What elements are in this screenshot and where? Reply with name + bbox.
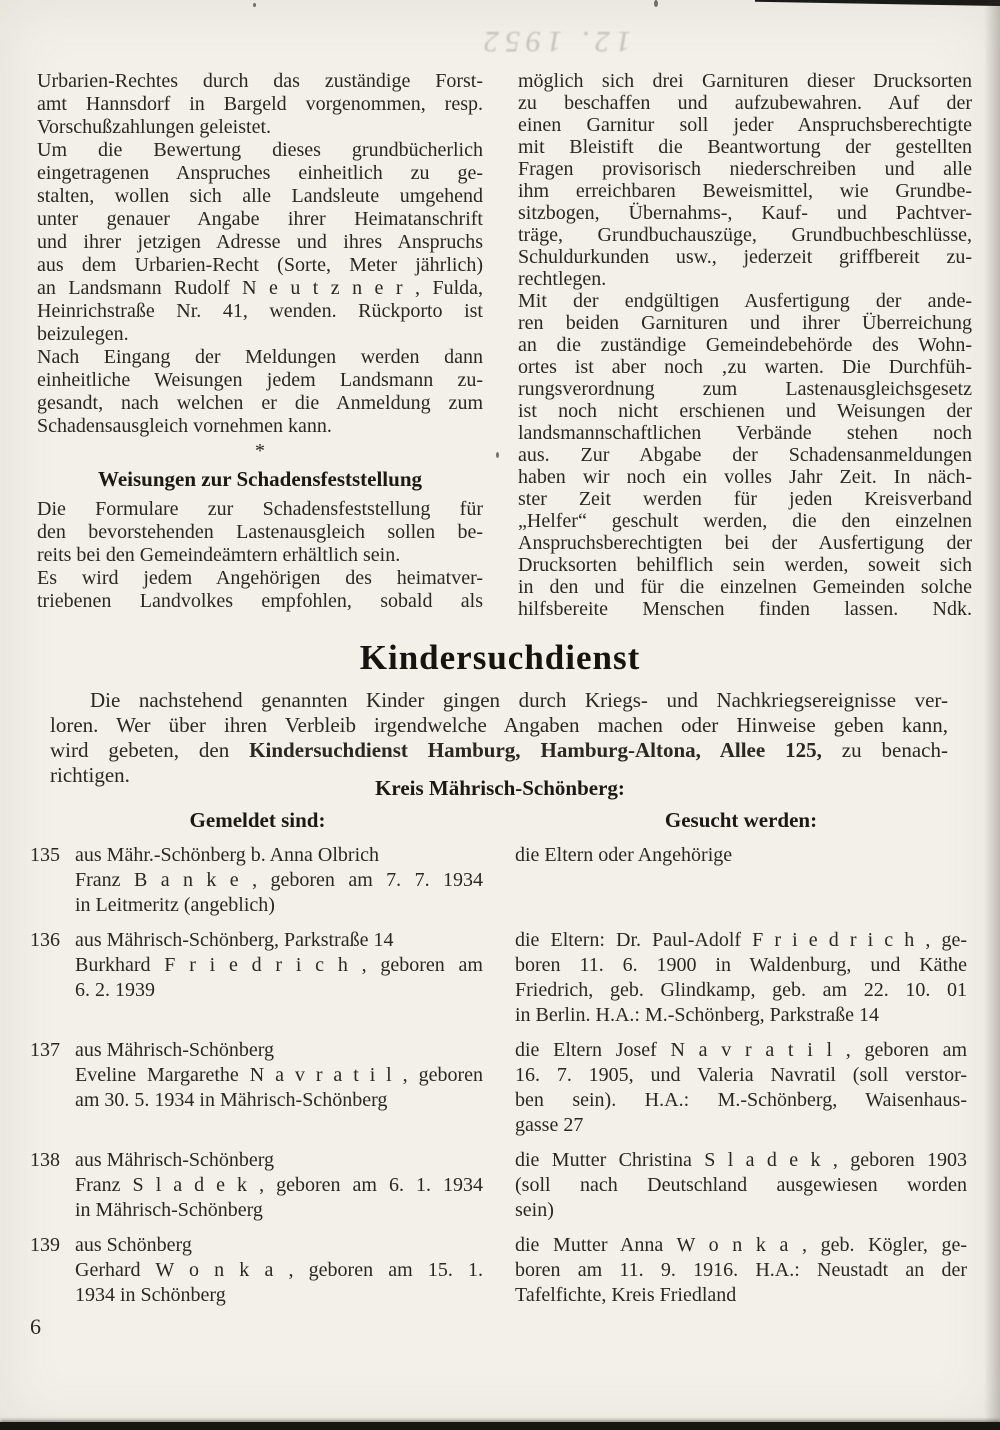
column-header-reported: Gemeldet sind: — [189, 808, 326, 832]
text-line: sitzbogen, Übernahms-, Kauf- und Pachtver- — [518, 202, 972, 224]
entry-reported — [75, 1148, 483, 1223]
text-line: in Mährisch-Schönberg — [75, 1199, 263, 1221]
paragraph — [37, 567, 483, 613]
text-line: die Eltern Josef N a v r a t i l , geboren am — [515, 1039, 967, 1061]
entry-sought — [515, 1038, 967, 1138]
text-line: in den und für die einzelnen Gemeinden solche — [518, 576, 972, 598]
scan-edge-shadow-right — [984, 0, 1000, 1430]
text-line: Die Formulare zur Schadensfeststellung für — [37, 498, 483, 520]
text-line: Schadensausgleich vornehmen kann. — [37, 415, 332, 437]
text-line: Es wird jedem Angehörigen des heimatver- — [37, 567, 483, 589]
text-line: Anspruchsberechtigten bei der Ausfertigung der — [518, 532, 972, 554]
text-line: haben wir noch ein volles Jahr Zeit. In näch- — [518, 466, 972, 488]
text-line: ortes ist aber noch ‚zu warten. Die Durchfüh- — [518, 356, 972, 378]
entry-reported — [75, 928, 483, 1003]
entry-sought — [515, 1233, 967, 1308]
text-line: hilfsbereite Menschen finden lassen. Ndk. — [518, 598, 972, 620]
text-line: träge, Grundbuchauszüge, Grundbuchbeschlüsse, — [518, 224, 972, 246]
text-line: Eveline Margarethe N a v r a t i l , geboren — [75, 1064, 483, 1086]
text-line: in Leitmeritz (angeblich) — [75, 894, 275, 916]
entry-place-line: aus Schönberg — [75, 1234, 192, 1256]
list-item — [30, 928, 970, 1028]
text-line: einen Garnitur soll jeder Anspruchsberechtigte — [518, 114, 972, 136]
text-line: 1934 in Schönberg — [75, 1284, 226, 1306]
text-line: Franz S l a d e k , geboren am 6. 1. 1934 — [75, 1174, 483, 1196]
text-line: rechtlegen. — [518, 268, 607, 290]
text-line: eingetragenen Anspruches einheitlich zu ge- — [37, 162, 483, 184]
text-line: einheitliche Weisungen jedem Landsmann zu- — [37, 369, 483, 391]
entry-sought — [515, 1148, 967, 1223]
text-line: „Helfer“ geschult werden, die den einzelnen — [518, 510, 972, 532]
entry-sought — [515, 928, 967, 1028]
section-intro — [50, 688, 948, 788]
handwritten-pencil-note: 12. 1952 — [478, 25, 631, 58]
text-line: möglich sich drei Garnituren dieser Drucksorten — [518, 70, 972, 92]
text-line: Gerhard W o n k a , geboren am 15. 1. — [75, 1259, 483, 1281]
text-line: sein) — [515, 1199, 554, 1221]
text-line: (soll nach Deutschland ausgewiesen worden — [515, 1174, 967, 1196]
text-line: ster Zeit werden für jeden Kreisverband — [518, 488, 972, 510]
entry-detail — [75, 1063, 483, 1113]
scan-edge-artifact-top — [755, 0, 1000, 6]
text-line: rungsverordnung zum Lastenausgleichsgesetz — [518, 378, 972, 400]
text-line: zu beschaffen und aufzubewahren. Auf der — [518, 92, 972, 114]
text-line: Nach Eingang der Meldungen werden dann — [37, 346, 483, 368]
article-subheading: Weisungen zur Schadensfeststellung — [98, 467, 422, 491]
text-line: ihm erreichbaren Beweismittel, wie Grundbe- — [518, 180, 972, 202]
text-line: gasse 27 — [515, 1114, 584, 1136]
paragraph — [518, 70, 972, 290]
intro-text: wird gebeten, den — [50, 738, 250, 762]
text-line: amt Hannsdorf in Bargeld vorgenommen, resp. — [37, 93, 483, 115]
paragraph — [37, 346, 483, 438]
paragraph — [37, 498, 483, 567]
entry-reported — [75, 1233, 483, 1308]
text-line: Fragen provisorisch niederschreiben und alle — [518, 158, 972, 180]
entry-place-line: aus Mährisch-Schönberg — [75, 1149, 275, 1171]
list-item — [30, 843, 970, 918]
text-line: aus dem Urbarien-Recht (Sorte, Meter jährlich) — [37, 254, 483, 276]
text-line: an Landsmann Rudolf N e u t z n e r , Fulda, — [37, 277, 483, 299]
entry-number: 139 — [30, 1234, 60, 1256]
text-line: boren am 11. 9. 1916. H.A.: Neustadt an der — [515, 1259, 967, 1281]
text-line: am 30. 5. 1934 in Mährisch-Schönberg — [75, 1089, 388, 1111]
entry-place-line: aus Mähr.-Schönberg b. Anna Olbrich — [75, 844, 380, 866]
text-line: die Eltern oder Angehörige — [515, 844, 733, 866]
text-line: beizulegen. — [37, 323, 129, 345]
entry-place-line: aus Mährisch-Schönberg, Parkstraße 14 — [75, 929, 394, 951]
entry-number: 136 — [30, 929, 60, 951]
missing-children-list — [30, 843, 970, 1318]
text-line: aus. Zur Abgabe der Schadensanmeldungen — [518, 444, 972, 466]
text-line: 16. 7. 1905, und Valeria Navratil (soll verstor- — [515, 1064, 967, 1086]
entry-detail — [75, 868, 483, 918]
entry-reported — [75, 1038, 483, 1113]
text-line: Um die Bewertung dieses grundbücherlich — [37, 139, 483, 161]
text-line: Schuldurkunden usw., jederzeit griffbereit zu- — [518, 246, 972, 268]
text-line: unter genauer Angabe ihrer Heimatanschrift — [37, 208, 483, 230]
text-line: Franz B a n k e , geboren am 7. 7. 1934 — [75, 869, 483, 891]
text-line: ist noch nicht erschienen und Weisungen der — [518, 400, 972, 422]
text-line: loren. Wer über ihren Verbleib irgendwelche Angaben machen oder Hinweise geben kann, — [50, 713, 948, 737]
text-line: triebenen Landvolkes empfohlen, sobald als — [37, 590, 483, 612]
paragraph — [37, 139, 483, 346]
text-line: die Eltern: Dr. Paul-Adolf F r i e d r i c h , ge- — [515, 929, 967, 951]
text-line: Heinrichstraße Nr. 41, wenden. Rückporto ist — [37, 300, 483, 322]
entry-number: 135 — [30, 844, 60, 866]
list-item — [30, 1233, 970, 1308]
district-heading: Kreis Mährisch-Schönberg: — [375, 776, 625, 800]
entry-place-line: aus Mährisch-Schönberg — [75, 1039, 275, 1061]
text-line: in Berlin. H.A.: M.-Schönberg, Parkstraße 14 — [515, 1004, 880, 1026]
top-article — [37, 70, 972, 620]
intro-text: zu benach- — [821, 738, 949, 762]
ink-speck — [654, 0, 658, 7]
entry-sought — [515, 843, 967, 868]
page-number: 6 — [30, 1314, 41, 1339]
contact-address-bold: Kindersuchdienst Hamburg, Hamburg-Altona, Allee 125, — [249, 738, 822, 762]
text-line: ren beiden Garnituren und ihrer Überreichung — [518, 312, 972, 334]
list-item — [30, 1038, 970, 1138]
entry-detail — [75, 1258, 483, 1308]
text-line: gesandt, nach welchen er die Anmeldung zum — [37, 392, 483, 414]
text-line: den bevorstehenden Lastenausgleich sollen be- — [37, 521, 483, 543]
entry-detail — [75, 953, 483, 1003]
entry-number: 138 — [30, 1149, 60, 1171]
text-line: und ihrer jetzigen Adresse und ihres Anspruchs — [37, 231, 483, 253]
column-header-sought: Gesucht werden: — [664, 808, 818, 832]
scan-edge-artifact-bottom — [0, 1422, 1000, 1430]
text-line: richtigen. — [50, 763, 130, 787]
text-line: boren 11. 6. 1900 in Waldenburg, und Käthe — [515, 954, 967, 976]
text-line: landsmannschaftlichen Verbände stehen noch — [518, 422, 972, 444]
entry-reported — [75, 843, 483, 918]
text-line: stalten, wollen sich alle Landsleute umgehend — [37, 185, 483, 207]
text-line: mit Bleistift die Beantwortung der gestellten — [518, 136, 972, 158]
text-line: an die zuständige Gemeindebehörde des Wohn- — [518, 334, 972, 356]
list-item — [30, 1148, 970, 1223]
text-line: Urbarien-Rechtes durch das zuständige Forst- — [37, 70, 483, 92]
section-separator-asterisk: * — [255, 440, 265, 462]
text-line: Friedrich, geb. Glindkamp, geb. am 22. 10. 01 — [515, 979, 967, 1001]
text-line: Mit der endgültigen Ausfertigung der ande- — [518, 290, 972, 312]
article-left-column — [37, 70, 483, 620]
paragraph — [37, 70, 483, 139]
text-line: ben sein). H.A.: M.-Schönberg, Waisenhaus- — [515, 1089, 967, 1111]
text-line: Die nachstehend genannten Kinder gingen durch Kriegs- und Nachkriegsereignisse ver- — [90, 688, 948, 712]
text-line: die Mutter Anna W o n k a , geb. Kögler, ge- — [515, 1234, 967, 1256]
entry-detail — [75, 1173, 483, 1223]
text-line: Burkhard F r i e d r i c h , geboren am — [75, 954, 483, 976]
article-right-column — [518, 70, 972, 620]
text-line: reits bei den Gemeindeämtern erhältlich sein. — [37, 544, 401, 566]
text-line: Drucksorten behilflich sein werden, soweit sich — [518, 554, 972, 576]
paragraph — [518, 290, 972, 620]
entry-number: 137 — [30, 1039, 60, 1061]
ink-speck — [253, 3, 256, 7]
text-line: Tafelfichte, Kreis Friedland — [515, 1284, 737, 1306]
text-line: Vorschußzahlungen geleistet. — [37, 116, 272, 138]
text-line — [50, 738, 948, 763]
text-line: 6. 2. 1939 — [75, 979, 155, 1001]
section-title: Kindersuchdienst — [359, 638, 641, 677]
text-line: die Mutter Christina S l a d e k , geboren 1903 — [515, 1149, 967, 1171]
